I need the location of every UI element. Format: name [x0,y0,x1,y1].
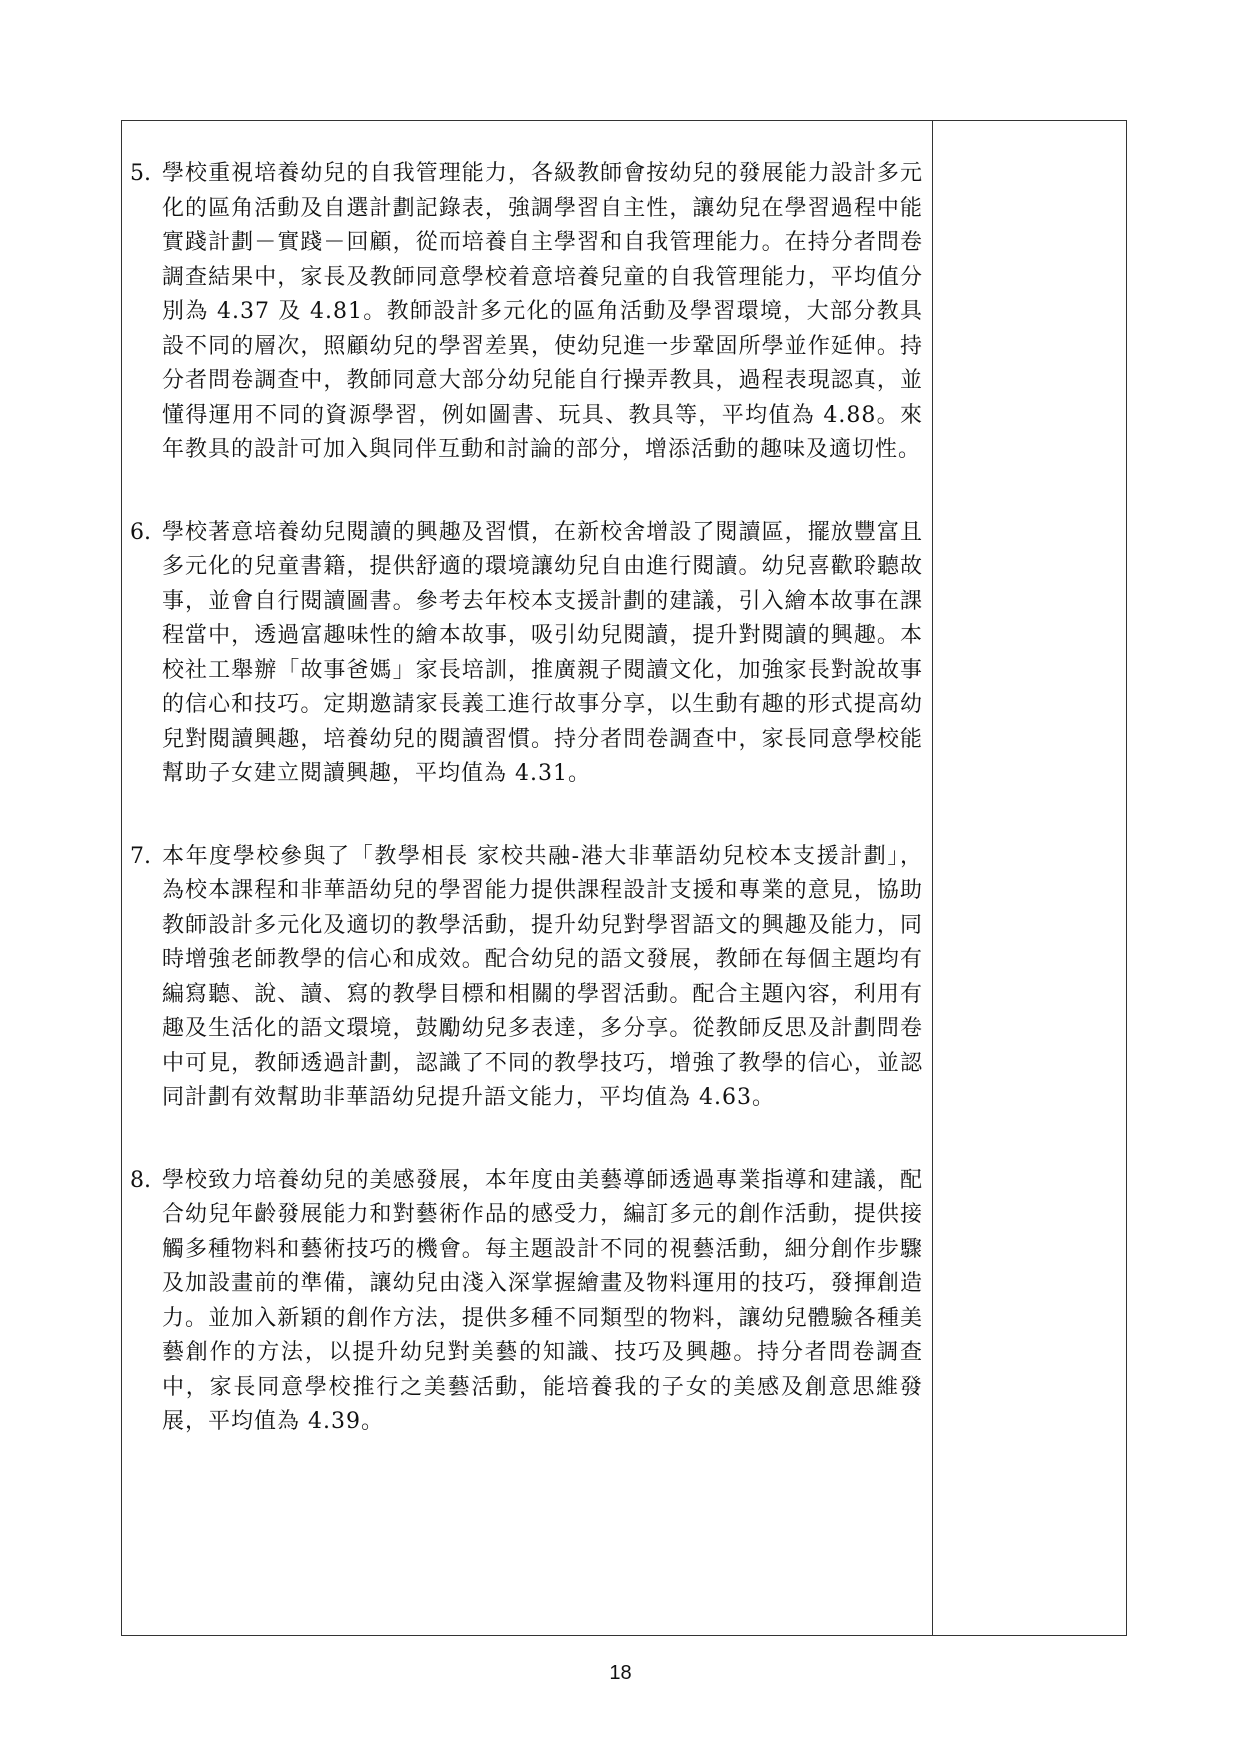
list-item-5 [130,157,923,468]
table-column-divider [932,120,933,1636]
report-content-cell [130,157,923,1488]
item-number: 8. [130,1167,151,1193]
list-item-6 [130,516,923,792]
item-number: 7. [130,843,151,869]
page-number: 18 [609,1662,632,1684]
item-text: 學校重視培養幼兒的自我管理能力，各級教師會按幼兒的發展能力設計多元化的區角活動及自選計劃記錄表，強調學習自主性，讓幼兒在學習過程中能實踐計劃－實踐－回顧，從而培養自主學習和自我管理能力。在持分者問卷調查結果中，家長及教師同意學校着意培養兒童的自我管理能力，平均值分別為 4.37 及 4.81。教師設計多元化的區角活動及學習環境，大部分教具設不同的層次，照顧幼兒的學習差異，使幼兒進一步鞏固所學並作延伸。持分者問卷調查中，教師同意大部分幼兒能自行操弄教具，過程表現認真，並懂得運用不同的資源學習，例如圖書、玩具、教具等，平均值為 4.88。來年教具的設計可加入與同伴互動和討論的部分，增添活動的趣味及適切性。 [162,161,923,462]
item-text: 學校著意培養幼兒閱讀的興趣及習慣，在新校舍增設了閱讀區，擺放豐富且多元化的兒童書籍，提供舒適的環境讓幼兒自由進行閱讀。幼兒喜歡聆聽故事，並會自行閱讀圖書。參考去年校本支援計劃的建議，引入繪本故事在課程當中，透過富趣味性的繪本故事，吸引幼兒閱讀，提升對閱讀的興趣。本校社工舉辦「故事爸媽」家長培訓，推廣親子閱讀文化，加強家長對說故事的信心和技巧。定期邀請家長義工進行故事分享，以生動有趣的形式提高幼兒對閱讀興趣，培養幼兒的閱讀習慣。持分者問卷調查中，家長同意學校能幫助子女建立閱讀興趣，平均值為 4.31。 [162,519,923,786]
list-item-7 [130,840,923,1116]
item-number: 6. [130,519,151,545]
list-item-8 [130,1164,923,1440]
item-text: 學校致力培養幼兒的美感發展，本年度由美藝導師透過專業指導和建議，配合幼兒年齡發展能力和對藝術作品的感受力，編訂多元的創作活動，提供接觸多種物料和藝術技巧的機會。每主題設計不同的視藝活動，細分創作步驟及加設畫前的準備，讓幼兒由淺入深掌握繪畫及物料運用的技巧，發揮創造力。並加入新穎的創作方法，提供多種不同類型的物料，讓幼兒體驗各種美藝創作的方法，以提升幼兒對美藝的知識、技巧及興趣。持分者問卷調查中，家長同意學校推行之美藝活動，能培養我的子女的美感及創意思維發展，平均值為 4.39。 [162,1167,923,1434]
item-text: 本年度學校參與了「教學相長 家校共融-港大非華語幼兒校本支援計劃」，為校本課程和非華語幼兒的學習能力提供課程設計支援和專業的意見，協助教師設計多元化及適切的教學活動，提升幼兒對學習語文的興趣及能力，同時增強老師教學的信心和成效。配合幼兒的語文發展，教師在每個主題均有編寫聽、說、讀、寫的教學目標和相關的學習活動。配合主題內容，利用有趣及生活化的語文環境，鼓勵幼兒多表達，多分享。從教師反思及計劃問卷中可見，教師透過計劃，認識了不同的教學技巧，增強了教學的信心，並認同計劃有效幫助非華語幼兒提升語文能力，平均值為 4.63。 [162,843,923,1110]
item-number: 5. [130,161,151,186]
